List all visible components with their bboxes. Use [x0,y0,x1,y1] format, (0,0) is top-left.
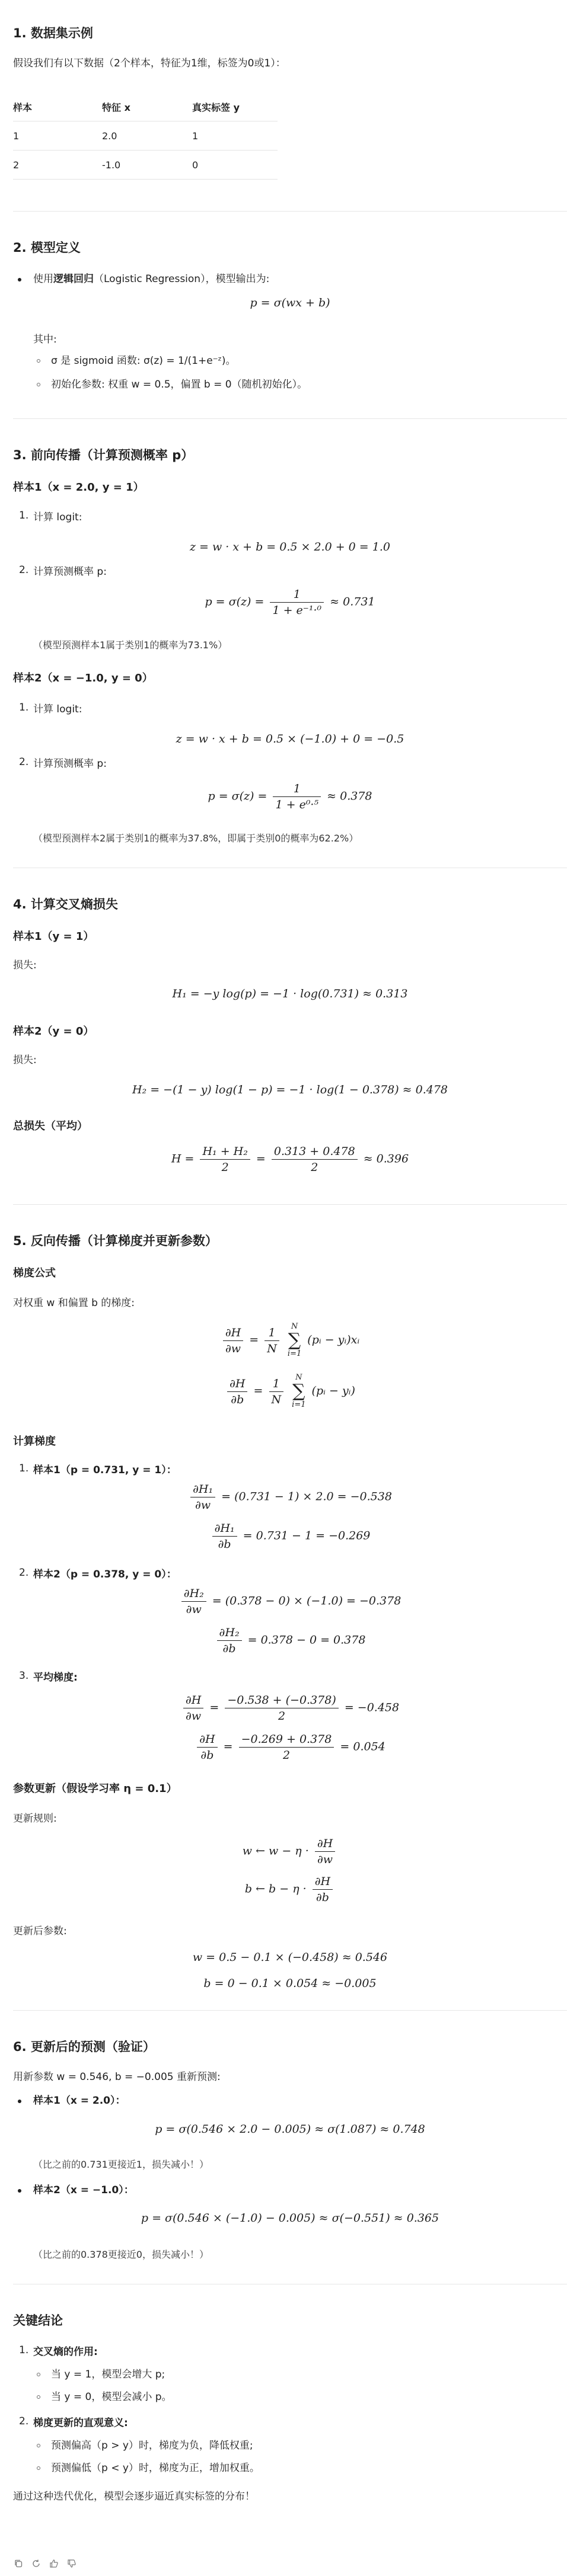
fraction-den: N [267,1342,277,1355]
final-statement: 通过这种迭代优化，模型会逐步逼近真实标签的分布！ [13,2491,255,2503]
rule-b-eq [13,1874,567,1905]
grad-item-3: 平均梯度: [33,1672,78,1684]
fraction-den: ∂w [186,1710,202,1723]
logit-step: 计算 logit: [33,703,82,715]
table-header: 真实标签 y [192,92,278,121]
eq-text: p = σ(z) = [208,789,267,803]
fraction-num: H₁ + H₂ [200,1144,250,1160]
eq-text: = −0.458 [344,1701,400,1714]
sub-bullet-circle [37,2373,40,2376]
grad-item-2: 样本2（p = 0.378, y = 0）： [33,1569,177,1580]
bullet-text: 使用 [33,273,53,285]
conclusion-2a: 预测偏高（p > y）时，梯度为负，降低权重; [51,2440,253,2452]
avg-grad-b-eq [13,1732,567,1763]
section-3-title: 3. 前向传播（计算预测概率 p） [13,448,194,462]
conclusion-1a: 当 y = 1，模型会增大 p; [51,2369,165,2380]
conclusion-2b: 预测偏低（p < y）时，梯度为正，增加权重。 [51,2462,260,2474]
eq-text: = 0.378 − 0 = 0.378 [247,1633,366,1647]
fraction [200,1144,250,1175]
prob-step: 计算预测概率 p: [33,758,107,770]
copy-icon[interactable] [13,2559,24,2569]
fraction-den: ∂b [200,1749,214,1762]
list-number: 2. [19,564,29,576]
eq-text: = 0.731 − 1 = −0.269 [243,1529,371,1543]
verify-sample-1: 样本1（x = 2.0）： [33,2095,126,2107]
sample-1-logit-eq: z = w · x + b = 0.5 × 2.0 + 0 = 1.0 [189,540,390,553]
grad-b-formula [13,1374,567,1409]
fraction [272,1144,358,1175]
eq-text: = (0.731 − 1) × 2.0 = −0.538 [221,1490,392,1503]
eq-text: = [249,1333,259,1346]
fraction-den: ∂w [186,1603,202,1616]
fraction-num: ∂H₂ [217,1625,242,1641]
sub-bullet-circle [37,383,40,386]
eq-text: = (0.378 − 0) × (−1.0) = −0.378 [212,1594,401,1608]
grad-1-b-eq [13,1521,567,1552]
bullet-dot [18,2189,21,2193]
fraction [183,1692,203,1724]
fraction-num: −0.538 + (−0.378) [225,1692,338,1708]
sample-1-note: （模型预测样本1属于类别1的概率为73.1%） [33,639,228,651]
sub-bullet-circle [37,2466,40,2470]
fraction-num: 1 [264,1325,279,1341]
sub-bullet-circle [37,2395,40,2399]
where-label: 其中: [33,334,57,345]
fraction-num: ∂H [197,1732,217,1748]
grad-item-1: 样本1（p = 0.731, y = 1）： [33,1464,177,1476]
grad-w-formula [13,1323,567,1358]
calc-gradient-title: 计算梯度 [13,1435,56,1448]
fraction-den: ∂w [225,1342,241,1355]
sub-bullet-circle [37,359,40,363]
eq-text: = [209,1701,219,1714]
fraction [190,1481,215,1513]
sum-lower: i=1 [292,1400,306,1409]
thumbs-down-icon[interactable] [66,2559,77,2569]
section-2-title: 2. 模型定义 [13,241,81,255]
list-number: 3. [19,1670,29,1682]
sample-1-title: 样本1（x = 2.0, y = 1） [13,481,144,494]
section-6-intro: 用新参数 w = 0.546, b = −0.005 重新预测: [13,2071,221,2083]
fraction-den: ∂b [222,1642,236,1655]
sub-bullet-circle [37,2444,40,2447]
model-bullet [33,271,269,287]
model-equation: p = σ(wx + b) [250,296,330,309]
regenerate-icon[interactable] [31,2559,42,2569]
eq-text: b ← b − η · [244,1882,307,1896]
eq-text: ≈ 0.396 [363,1152,409,1166]
fraction [217,1625,242,1656]
sample-2-note: （模型预测样本2属于类别1的概率为37.8%，即属于类别0的概率为62.2%） [33,833,359,844]
list-number: 1. [19,702,29,713]
sample-2-title: 样本2（x = −1.0, y = 0） [13,672,153,684]
bullet-dot [18,278,21,281]
loss-eq-1: H₁ = −y log(p) = −1 · log(0.731) ≈ 0.313 [172,987,408,1000]
table-header: 特征 x [102,92,192,121]
table-cell: 1 [192,121,278,151]
fraction [225,1692,338,1724]
list-number: 2. [19,756,29,768]
prob-step: 计算预测概率 p: [33,566,107,578]
loss-sample-1-title: 样本1（y = 1） [13,930,94,943]
divider [13,418,567,419]
bullet-dot [18,2100,21,2103]
fraction-den: N [271,1393,282,1406]
sum-symbol [292,1374,305,1409]
fraction-den: 2 [221,1161,229,1174]
list-number: 2. [19,2415,29,2427]
conclusion-2: 梯度更新的直观意义: [33,2417,128,2429]
eq-text: (pᵢ − yᵢ) [311,1384,355,1397]
sum-lower: i=1 [287,1349,302,1358]
sum-upper: N [291,1322,298,1331]
sigma: ∑ [292,1381,305,1401]
loss-eq-2: H₂ = −(1 − y) log(1 − p) = −1 · log(1 − 0.378) ≈ 0.478 [132,1083,448,1096]
grad-2-w-eq [13,1586,567,1617]
loss-label: 损失: [13,959,37,971]
fraction-den: ∂w [317,1853,333,1866]
loss-label: 损失: [13,1054,37,1066]
fraction [269,1376,284,1407]
section-4-title: 4. 计算交叉熵损失 [13,897,118,911]
fraction-den: ∂b [316,1891,329,1904]
table-cell: 0 [192,151,278,180]
grad-1-w-eq [13,1481,567,1513]
verify-note-2: （比之前的0.378更接近0，损失减小！） [33,2249,209,2260]
eq-text: ≈ 0.378 [327,789,372,803]
logit-step: 计算 logit: [33,511,82,523]
conclusion-1: 交叉熵的作用: [33,2346,98,2358]
fraction [223,1325,243,1356]
verify-sample-2: 样本2（x = −1.0）： [33,2184,134,2196]
sigma: ∑ [288,1330,301,1351]
fraction [239,1732,334,1763]
verify-eq-1: p = σ(0.546 × 2.0 − 0.005) ≈ σ(1.087) ≈ 0.748 [155,2123,425,2136]
update-rule-label: 更新规则: [13,1813,57,1825]
loss-sample-2-title: 样本2（y = 0） [13,1025,94,1038]
fraction-den: ∂b [231,1393,244,1406]
conclusion-title: 关键结论 [13,2313,63,2328]
new-w-eq: w = 0.5 − 0.1 × (−0.458) ≈ 0.546 [192,1951,388,1964]
divider [13,211,567,212]
fraction [197,1732,217,1763]
fraction-num: ∂H [313,1874,333,1890]
divider [13,2010,567,2011]
init-item: 初始化参数: 权重 w = 0.5，偏置 b = 0（随机初始化）。 [51,379,308,391]
gradient-formula-title: 梯度公式 [13,1267,56,1279]
fraction-num: 1 [270,587,324,603]
table-cell: 1 [13,121,102,151]
fraction-num: ∂H₁ [212,1521,237,1537]
fraction-den: 1 + e⁻¹·⁰ [272,604,322,617]
table-header: 样本 [13,92,102,121]
fraction-num: ∂H₁ [190,1481,215,1497]
eq-text: w ← w − η · [242,1844,309,1858]
fraction-num: 0.313 + 0.478 [272,1144,358,1160]
fraction [315,1836,335,1867]
section-5-title: 5. 反向传播（计算梯度并更新参数） [13,1234,218,1248]
verify-eq-2: p = σ(0.546 × (−1.0) − 0.005) ≈ σ(−0.551) ≈ 0.365 [141,2212,439,2225]
fraction [273,781,321,812]
new-b-eq: b = 0 − 0.1 × 0.054 ≈ −0.005 [203,1977,377,1990]
eq-text: = 0.054 [340,1740,385,1753]
table-cell: 2 [13,151,102,180]
fraction [181,1586,206,1617]
bullet-bold-text: 逻辑回归 [53,273,94,285]
fraction-den: ∂b [218,1538,231,1551]
fraction [270,587,324,618]
fraction-num: ∂H [223,1325,243,1341]
table-row [13,121,278,151]
fraction-num: ∂H [183,1692,203,1708]
fraction-den: ∂w [195,1499,211,1512]
eq-text: = [223,1740,233,1753]
sigmoid-item: σ 是 sigmoid 函数: σ(z) = 1/(1+e⁻ᶻ)。 [51,355,236,367]
fraction-num: ∂H₂ [181,1586,206,1602]
eq-text: H = [171,1152,195,1166]
verify-note-1: （比之前的0.731更接近1，损失减小！） [33,2159,209,2170]
eq-text: = [253,1384,263,1397]
fraction-num: 1 [269,1376,284,1392]
grad-2-b-eq [13,1625,567,1656]
table-cell: -1.0 [102,151,192,180]
fraction-num: ∂H [227,1376,247,1392]
list-number: 1. [19,510,29,521]
sum-upper: N [295,1373,302,1382]
fraction-den: 2 [278,1710,286,1723]
total-loss-title: 总损失（平均） [13,1120,88,1132]
fraction [313,1874,333,1905]
table-row [13,151,278,180]
fraction-num: −0.269 + 0.378 [239,1732,334,1748]
thumbs-up-icon[interactable] [49,2559,59,2569]
gradient-intro: 对权重 w 和偏置 b 的梯度: [13,1297,135,1309]
sample-2-logit-eq: z = w · x + b = 0.5 × (−1.0) + 0 = −0.5 [176,732,404,745]
conclusion-1b: 当 y = 0，模型会减小 p。 [51,2391,172,2403]
eq-text: = [256,1152,266,1166]
sample-2-prob-eq [13,781,567,812]
eq-text: ≈ 0.731 [330,595,375,609]
sample-1-prob-eq [13,587,567,618]
eq-text: (pᵢ − yᵢ)xᵢ [307,1333,360,1346]
fraction-num: ∂H [315,1836,335,1852]
list-number: 1. [19,2344,29,2356]
sum-symbol [288,1323,301,1358]
fraction [264,1325,279,1356]
bullet-text: （Logistic Regression），模型输出为: [94,273,270,285]
param-update-title: 参数更新（假设学习率 η = 0.1） [13,1783,177,1795]
list-number: 2. [19,1567,29,1579]
fraction-den: 1 + e⁰·⁵ [275,798,319,811]
section-1-title: 1. 数据集示例 [13,26,93,40]
section-1-intro: 假设我们有以下数据（2个样本，特征为1维，标签为0或1）： [13,57,286,69]
rule-w-eq [13,1836,567,1867]
fraction [227,1376,247,1407]
dataset-table [13,92,278,180]
fraction-den: 2 [311,1161,318,1174]
list-number: 1. [19,1463,29,1474]
total-loss-eq [13,1144,567,1175]
divider [13,1204,567,1205]
updated-params-label: 更新后参数: [13,1925,67,1937]
fraction-den: 2 [282,1749,291,1762]
fraction-num: 1 [273,781,321,797]
table-cell: 2.0 [102,121,192,151]
avg-grad-w-eq [13,1692,567,1724]
section-6-title: 6. 更新后的预测（验证） [13,2040,155,2054]
table-header-row [13,92,278,121]
eq-text: p = σ(z) = [205,595,264,609]
fraction [212,1521,237,1552]
